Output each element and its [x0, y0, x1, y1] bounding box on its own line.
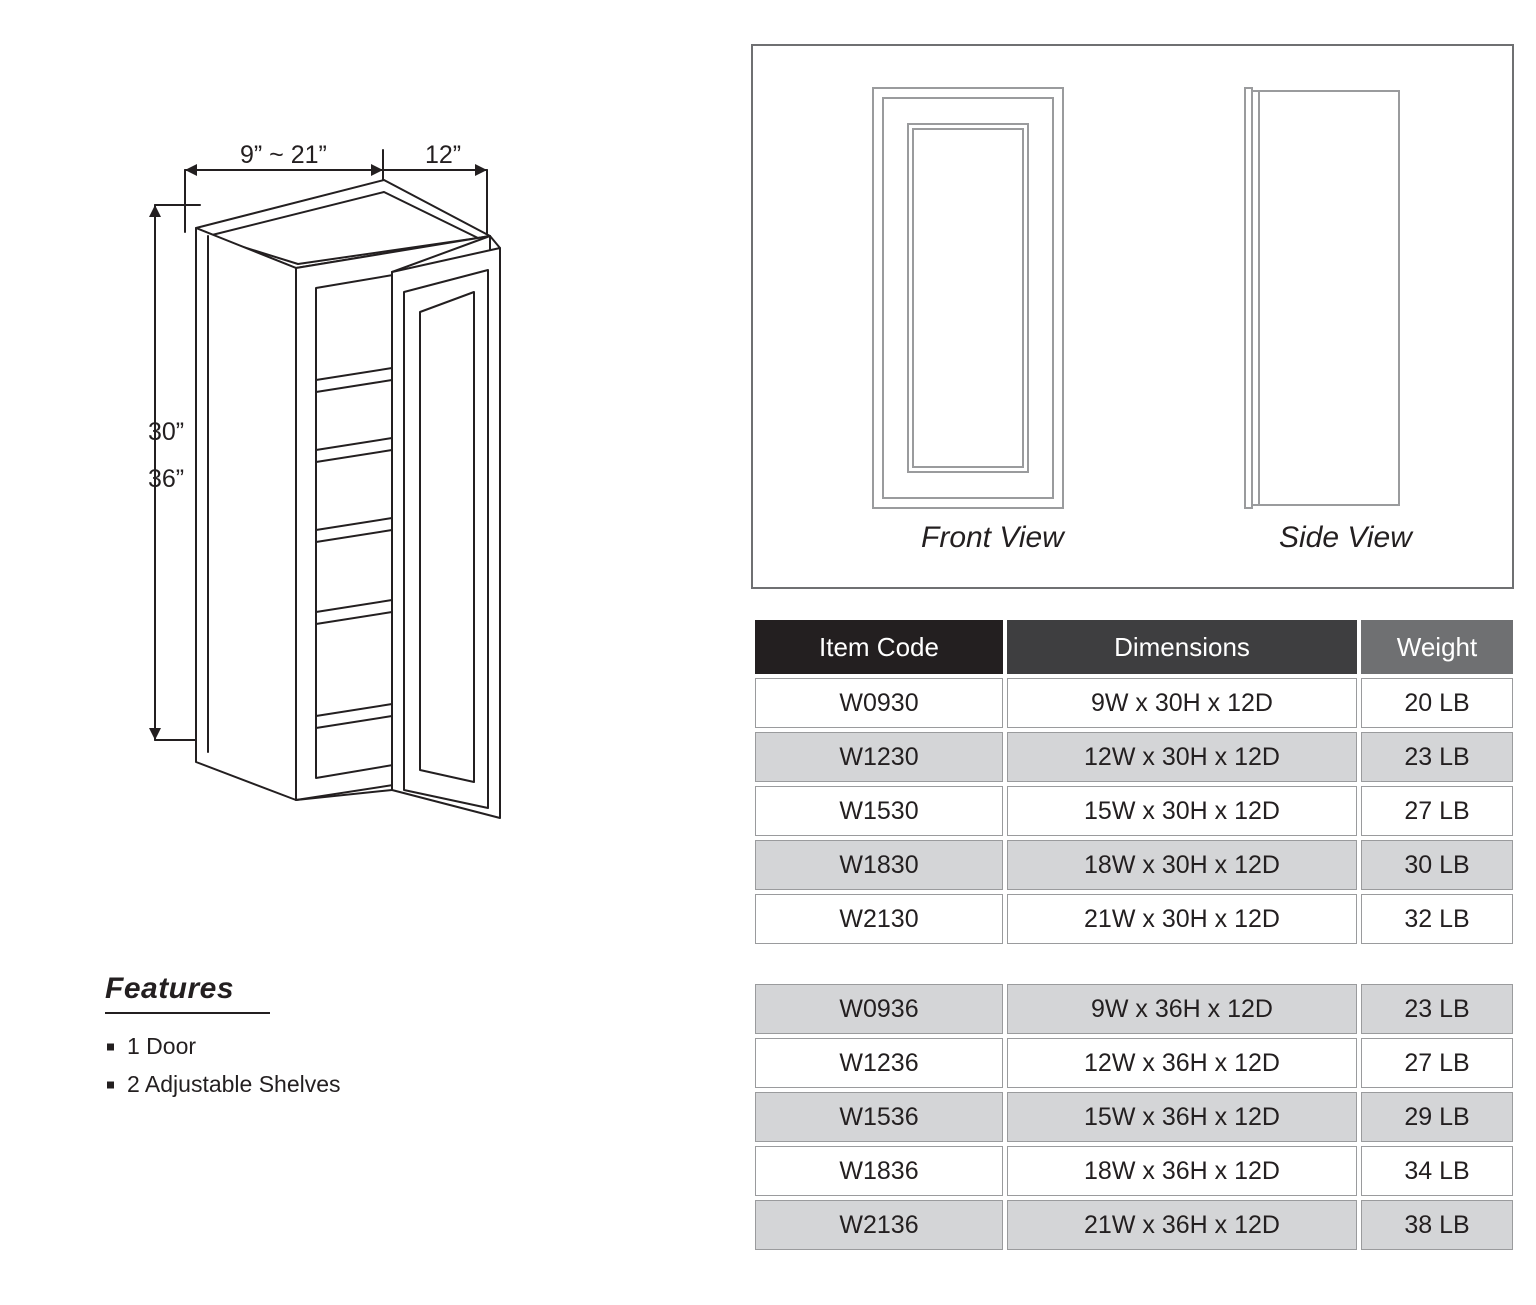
- table-row: [755, 678, 1513, 728]
- cell-dimensions: 15W x 36H x 12D: [1007, 1092, 1357, 1142]
- cell-dimensions: 9W x 30H x 12D: [1007, 678, 1357, 728]
- table-row: [755, 1200, 1513, 1250]
- cell-item-code: W1236: [755, 1038, 1003, 1088]
- cell-item-code: W1836: [755, 1146, 1003, 1196]
- bullet-icon: [107, 1043, 114, 1050]
- cell-dimensions: 21W x 30H x 12D: [1007, 894, 1357, 944]
- table-row: [755, 732, 1513, 782]
- spec-table-36-high: [751, 980, 1517, 1254]
- cell-weight: 30 LB: [1361, 840, 1513, 890]
- cell-dimensions: 21W x 36H x 12D: [1007, 1200, 1357, 1250]
- isometric-drawing-panel: [0, 0, 720, 900]
- front-view-label: Front View: [921, 521, 1064, 554]
- views-panel: [751, 44, 1514, 589]
- side-view-label: Side View: [1279, 521, 1412, 554]
- features-title: Features: [105, 972, 235, 1005]
- dim-width-label: 9” ~ 21”: [240, 141, 327, 169]
- dim-height-36-label: 36”: [148, 465, 185, 493]
- cell-item-code: W0930: [755, 678, 1003, 728]
- features-list: [105, 1028, 535, 1104]
- table-row: [755, 1146, 1513, 1196]
- cell-item-code: W1530: [755, 786, 1003, 836]
- cell-item-code: W1536: [755, 1092, 1003, 1142]
- cell-weight: 23 LB: [1361, 732, 1513, 782]
- cell-weight: 27 LB: [1361, 1038, 1513, 1088]
- table-row: [755, 840, 1513, 890]
- table-row: [755, 984, 1513, 1034]
- table-row: [755, 894, 1513, 944]
- list-item: [105, 1066, 535, 1104]
- feature-label: 2 Adjustable Shelves: [127, 1070, 341, 1097]
- cell-item-code: W2130: [755, 894, 1003, 944]
- column-header-dimensions: Dimensions: [1007, 620, 1357, 674]
- table-row: [755, 1092, 1513, 1142]
- table-row: [755, 1038, 1513, 1088]
- list-item: [105, 1028, 535, 1066]
- cell-weight: 32 LB: [1361, 894, 1513, 944]
- wall-cabinet-isometric-illustration: [0, 0, 720, 900]
- dim-depth-label: 12”: [425, 141, 462, 169]
- cell-weight: 27 LB: [1361, 786, 1513, 836]
- cell-weight: 20 LB: [1361, 678, 1513, 728]
- cell-item-code: W1230: [755, 732, 1003, 782]
- column-header-item-code: Item Code: [755, 620, 1003, 674]
- cell-weight: 23 LB: [1361, 984, 1513, 1034]
- table-header-row: [755, 620, 1513, 674]
- cell-item-code: W0936: [755, 984, 1003, 1034]
- table-row: [755, 786, 1513, 836]
- cell-weight: 34 LB: [1361, 1146, 1513, 1196]
- spec-table-30-high: [751, 616, 1517, 948]
- cell-dimensions: 12W x 36H x 12D: [1007, 1038, 1357, 1088]
- features-block: [105, 972, 535, 1104]
- column-header-weight: Weight: [1361, 620, 1513, 674]
- cell-item-code: W2136: [755, 1200, 1003, 1250]
- cell-dimensions: 9W x 36H x 12D: [1007, 984, 1357, 1034]
- features-divider: [105, 1012, 270, 1014]
- cell-dimensions: 18W x 36H x 12D: [1007, 1146, 1357, 1196]
- cell-weight: 29 LB: [1361, 1092, 1513, 1142]
- feature-label: 1 Door: [127, 1033, 197, 1059]
- front-and-side-view-illustration: [753, 46, 1512, 587]
- cell-item-code: W1830: [755, 840, 1003, 890]
- dim-height-30-label: 30”: [148, 418, 185, 446]
- cell-dimensions: 18W x 30H x 12D: [1007, 840, 1357, 890]
- cell-weight: 38 LB: [1361, 1200, 1513, 1250]
- bullet-icon: [107, 1081, 114, 1088]
- cell-dimensions: 12W x 30H x 12D: [1007, 732, 1357, 782]
- cell-dimensions: 15W x 30H x 12D: [1007, 786, 1357, 836]
